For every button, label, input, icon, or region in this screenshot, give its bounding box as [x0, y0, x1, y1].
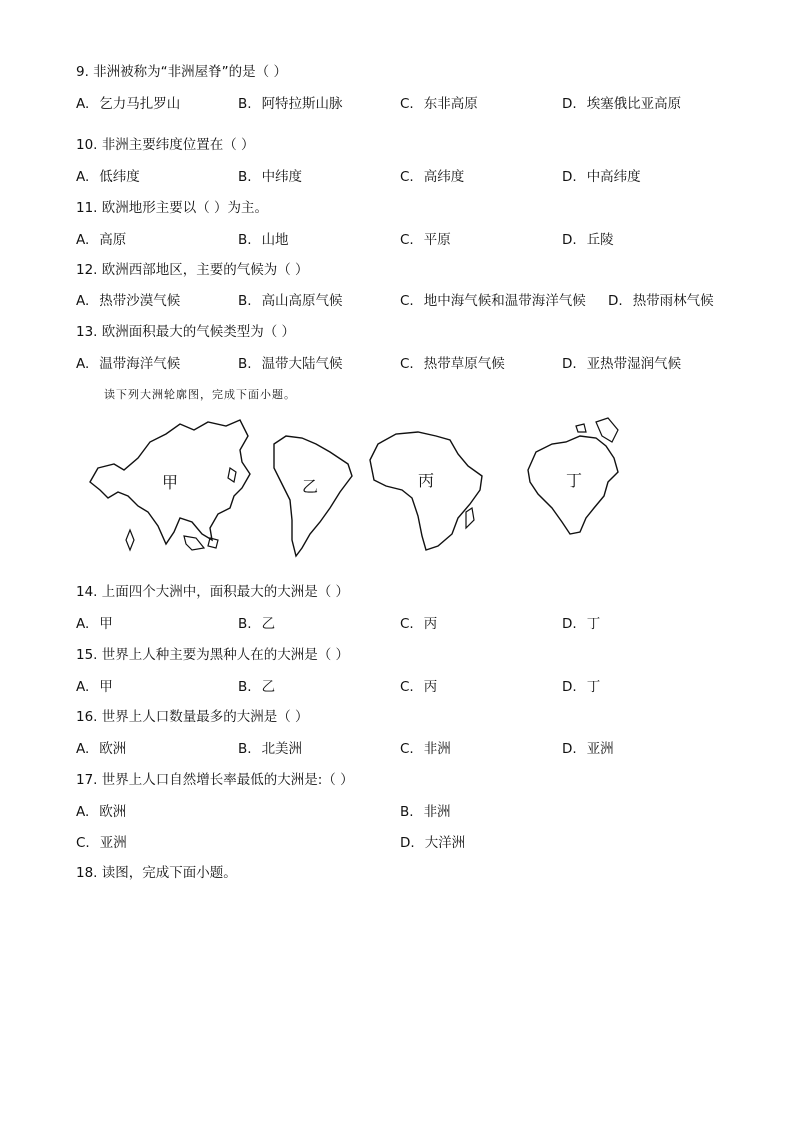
option-label: B. [238, 169, 252, 185]
option-text: 丙 [423, 679, 438, 695]
option-text: 丁 [586, 679, 601, 695]
option-text: 丙 [423, 616, 438, 632]
option-text: 亚洲 [586, 741, 614, 757]
option-text: 高山高原气候 [261, 293, 343, 309]
question-9-stem: 9. 非洲被称为“非洲屋脊”的是（ ） [76, 64, 287, 80]
option-text: 热带雨林气候 [632, 293, 714, 309]
option-text: 地中海气候和温带海洋气候 [423, 293, 586, 309]
option-label: D. [562, 232, 577, 248]
option-text: 非洲 [423, 804, 451, 820]
option-text: 山地 [261, 232, 289, 248]
option-label: D. [562, 96, 577, 112]
question-18-stem: 18. 读图，完成下面小题。 [76, 865, 237, 881]
option-text: 欧洲 [99, 741, 127, 757]
option-label: D. [400, 835, 415, 851]
option-text: 乙 [261, 616, 276, 632]
question-11-option-a[interactable] [76, 231, 126, 249]
option-label: A. [76, 232, 90, 248]
option-text: 亚洲 [99, 835, 127, 851]
option-text: 中纬度 [261, 169, 303, 185]
option-text: 丘陵 [586, 232, 614, 248]
continent-label-bing: 丙 [418, 471, 435, 490]
question-15-option-d[interactable] [562, 678, 600, 696]
question-16-option-c[interactable] [400, 740, 451, 758]
question-11-option-b[interactable] [238, 231, 289, 249]
option-label: C. [400, 356, 414, 372]
option-label: A. [76, 293, 90, 309]
question-12-option-b[interactable] [238, 292, 343, 310]
option-label: C. [400, 232, 414, 248]
continent-outline-maps [80, 410, 620, 570]
option-label: A. [76, 679, 90, 695]
question-16-option-d[interactable] [562, 740, 614, 758]
question-13-option-d[interactable] [562, 355, 681, 373]
question-17-stem: 17. 世界上人口自然增长率最低的大洲是:（ ） [76, 772, 354, 788]
option-label: B. [238, 232, 252, 248]
question-9-option-c[interactable] [400, 95, 478, 113]
question-17-option-b[interactable] [400, 803, 451, 821]
option-text: 乙 [261, 679, 276, 695]
option-text: 埃塞俄比亚高原 [586, 96, 682, 112]
north-america-outline [510, 410, 630, 570]
option-label: B. [238, 356, 252, 372]
question-15-option-c[interactable] [400, 678, 437, 696]
option-label: B. [400, 804, 414, 820]
option-label: C. [400, 293, 414, 309]
option-text: 平原 [423, 232, 451, 248]
option-text: 温带海洋气候 [99, 356, 181, 372]
question-11-stem: 11. 欧洲地形主要以（ ）为主。 [76, 200, 269, 216]
question-14-option-b[interactable] [238, 615, 275, 633]
option-text: 热带草原气候 [423, 356, 505, 372]
question-16-option-b[interactable] [238, 740, 302, 758]
question-10-stem: 10. 非洲主要纬度位置在（ ） [76, 137, 255, 153]
question-10-option-d[interactable] [562, 168, 641, 186]
option-text: 甲 [99, 679, 113, 695]
option-label: A. [76, 356, 90, 372]
option-text: 低纬度 [99, 169, 140, 185]
question-10-option-c[interactable] [400, 168, 464, 186]
option-label: A. [76, 804, 90, 820]
option-label: B. [238, 616, 252, 632]
option-text: 甲 [99, 616, 113, 632]
question-12-stem: 12. 欧洲西部地区，主要的气候为（ ） [76, 262, 309, 278]
option-label: B. [238, 96, 252, 112]
question-12-option-c[interactable] [400, 292, 586, 310]
question-14-option-c[interactable] [400, 615, 437, 633]
question-9-option-a[interactable] [76, 95, 180, 113]
option-text: 丁 [586, 616, 601, 632]
question-9-option-d[interactable] [562, 95, 681, 113]
option-label: C. [400, 679, 414, 695]
question-15-option-b[interactable] [238, 678, 275, 696]
question-10-option-a[interactable] [76, 168, 140, 186]
question-17-option-d[interactable] [400, 834, 465, 852]
option-label: D. [562, 741, 577, 757]
option-label: A. [76, 169, 90, 185]
option-label: B. [238, 741, 252, 757]
option-label: D. [562, 169, 577, 185]
option-label: C. [400, 741, 414, 757]
question-13-option-a[interactable] [76, 355, 180, 373]
option-text: 北美洲 [261, 741, 303, 757]
question-13-option-b[interactable] [238, 355, 343, 373]
question-14-option-a[interactable] [76, 615, 113, 633]
option-label: B. [238, 679, 252, 695]
option-text: 东非高原 [423, 96, 478, 112]
continent-label-jia: 甲 [162, 473, 179, 492]
question-17-option-a[interactable] [76, 803, 126, 821]
option-text: 非洲 [423, 741, 451, 757]
option-label: C. [400, 96, 414, 112]
option-label: A. [76, 616, 90, 632]
option-label: B. [238, 293, 252, 309]
question-14-option-d[interactable] [562, 615, 600, 633]
asia-outline [80, 410, 255, 570]
question-12-option-a[interactable] [76, 292, 180, 310]
question-14-stem: 14. 上面四个大洲中，面积最大的大洲是（ ） [76, 584, 350, 600]
question-11-option-c[interactable] [400, 231, 451, 249]
question-15-stem: 15. 世界上人种主要为黑种人在的大洲是（ ） [76, 647, 350, 663]
option-label: C. [400, 616, 414, 632]
option-text: 中高纬度 [586, 169, 641, 185]
option-text: 乞力马扎罗山 [99, 96, 181, 112]
option-text: 欧洲 [99, 804, 127, 820]
question-10-option-b[interactable] [238, 168, 302, 186]
continent-label-yi: 乙 [302, 477, 319, 496]
question-13-stem: 13. 欧洲面积最大的气候类型为（ ） [76, 324, 296, 340]
option-label: D. [562, 356, 577, 372]
question-17-option-c[interactable] [76, 834, 127, 852]
option-text: 温带大陆气候 [261, 356, 343, 372]
option-label: C. [400, 169, 414, 185]
question-16-stem: 16. 世界上人口数量最多的大洲是（ ） [76, 709, 309, 725]
question-12-option-d[interactable] [608, 292, 714, 310]
question-13-option-c[interactable] [400, 355, 505, 373]
option-label: A. [76, 96, 90, 112]
africa-outline [362, 410, 502, 570]
continent-label-ding: 丁 [566, 471, 583, 490]
option-text: 大洋洲 [424, 835, 466, 851]
question-9-option-b[interactable] [238, 95, 343, 113]
south-america-outline [268, 410, 358, 570]
option-label: C. [76, 835, 90, 851]
option-text: 高纬度 [423, 169, 465, 185]
option-text: 亚热带湿润气候 [586, 356, 682, 372]
question-15-option-a[interactable] [76, 678, 113, 696]
option-label: D. [562, 679, 577, 695]
option-text: 热带沙漠气候 [99, 293, 181, 309]
question-16-option-a[interactable] [76, 740, 126, 758]
map-instruction: 读下列大洲轮廓图，完成下面小题。 [104, 388, 296, 401]
option-label: D. [608, 293, 623, 309]
option-label: A. [76, 741, 90, 757]
option-label: D. [562, 616, 577, 632]
question-11-option-d[interactable] [562, 231, 614, 249]
option-text: 高原 [99, 232, 127, 248]
option-text: 阿特拉斯山脉 [261, 96, 343, 112]
